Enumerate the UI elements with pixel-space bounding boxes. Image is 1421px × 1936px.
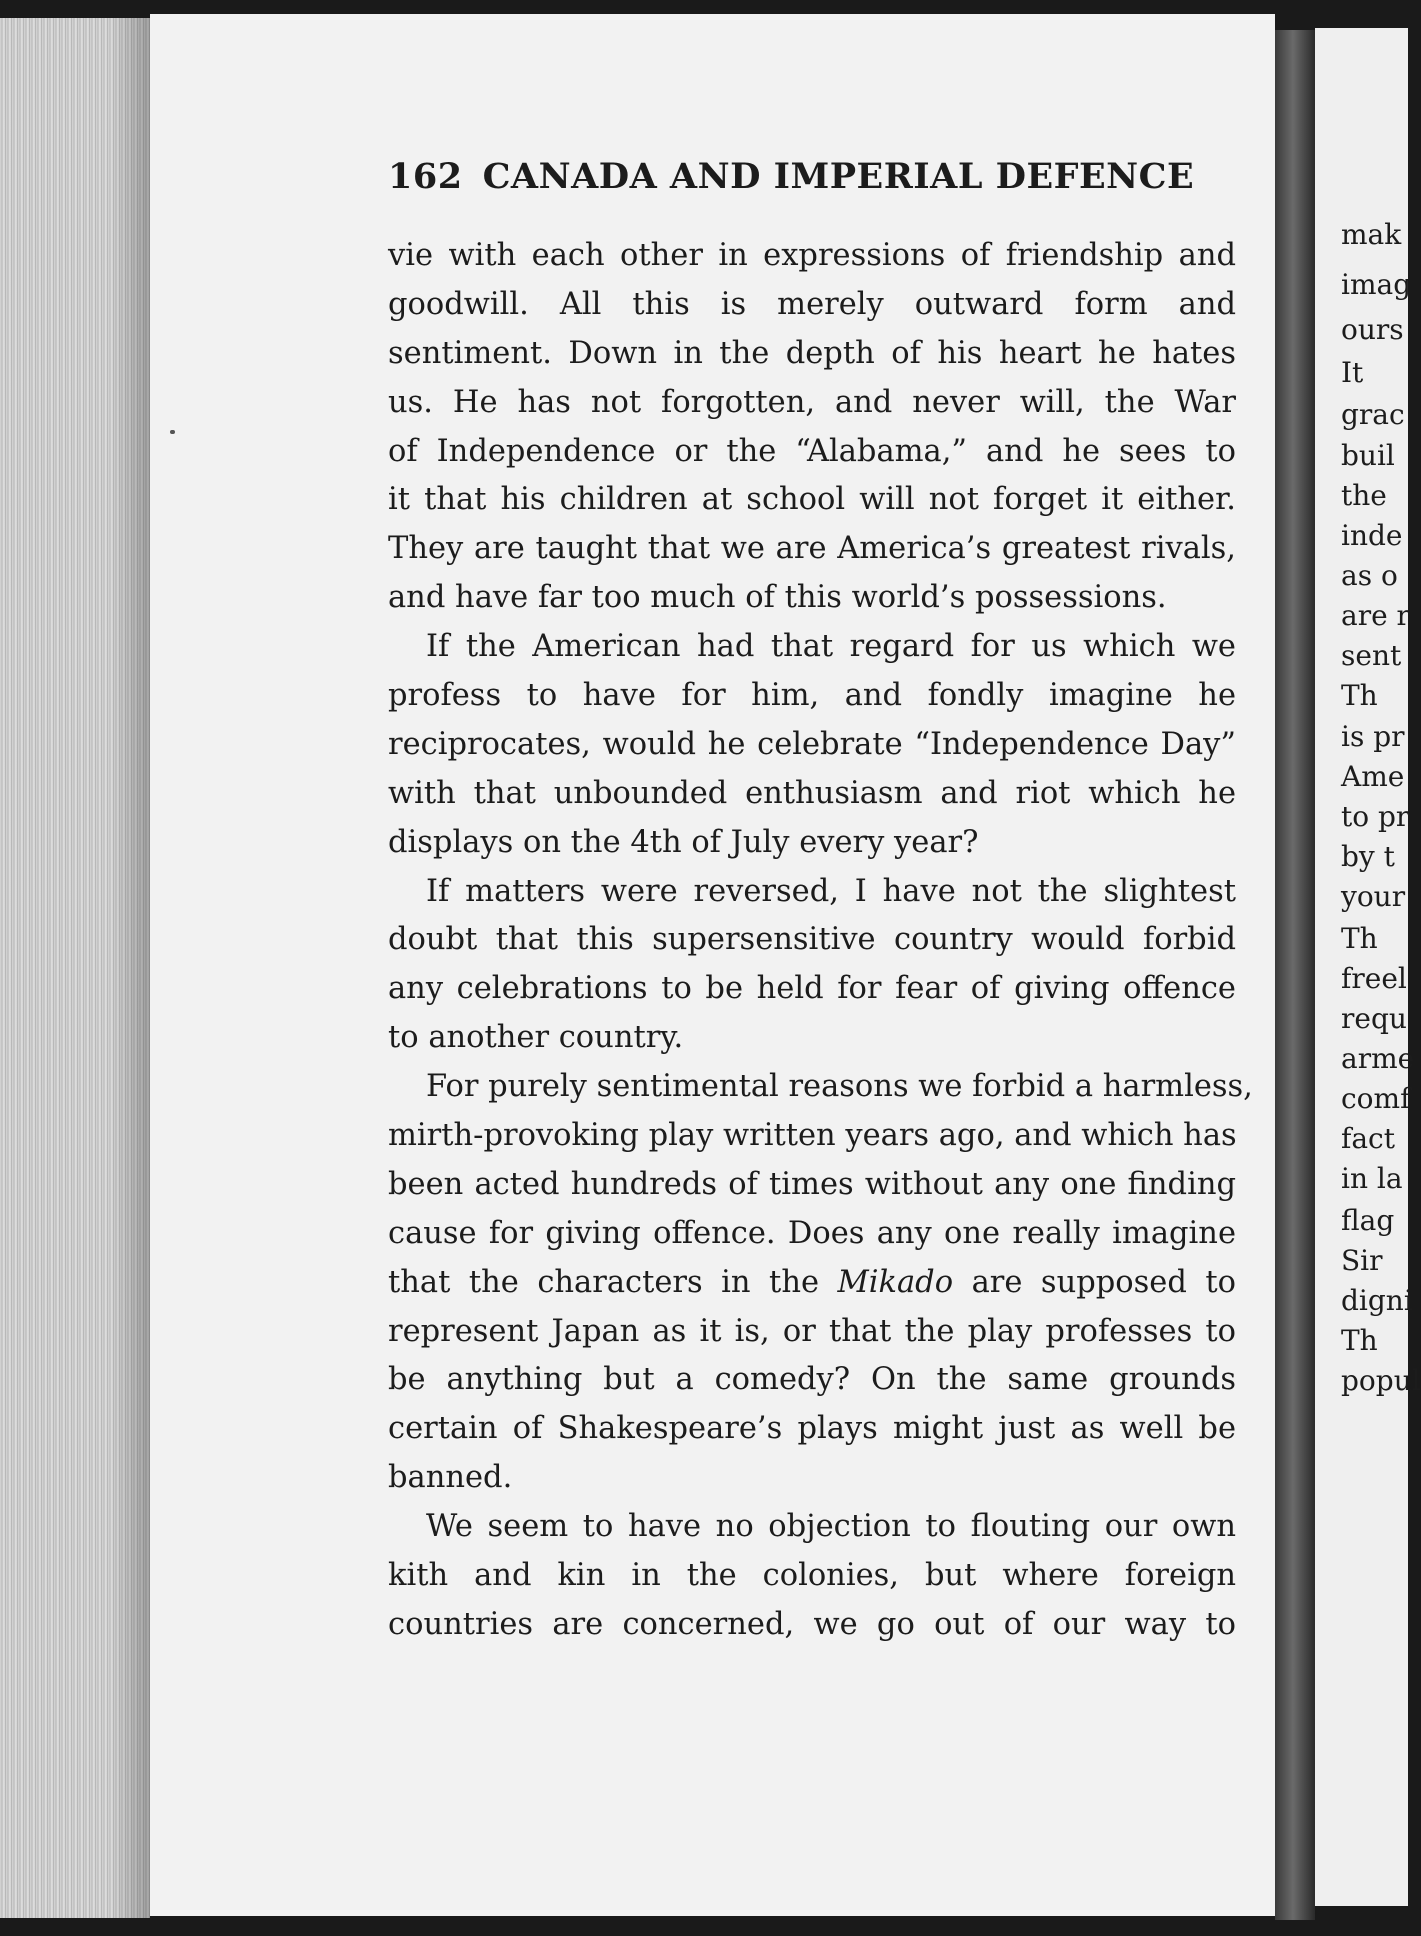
text-segment: cause for giving offence. Does any one really imagine <box>388 1215 1236 1251</box>
text-line <box>388 1210 1236 1259</box>
text-segment: represent Japan as it is, or that the play professes to <box>388 1313 1236 1349</box>
text-segment: mirth-provoking play written years ago, and which has <box>388 1118 1237 1154</box>
facing-page-line: are r <box>1341 599 1410 632</box>
facing-page-line: fact <box>1341 1122 1395 1155</box>
facing-page-line: grac <box>1341 398 1405 431</box>
italic-title: Mikado <box>837 1264 954 1300</box>
facing-page-line: inde <box>1341 519 1403 552</box>
page-number: 162 <box>388 156 463 197</box>
text-line <box>388 672 1236 721</box>
facing-page-line: imag <box>1341 268 1412 301</box>
text-line <box>388 1601 1236 1650</box>
text-line <box>388 1503 1236 1552</box>
facing-page-line: digni <box>1341 1284 1413 1317</box>
text-line <box>388 232 1236 281</box>
text-segment: We seem to have no objection to flouting our own <box>426 1509 1236 1545</box>
text-segment: countries are concerned, we go out of our way to <box>388 1606 1236 1642</box>
facing-page-line: your <box>1341 880 1406 913</box>
running-head <box>388 156 1238 197</box>
facing-page-line: flag <box>1341 1204 1395 1237</box>
text-segment: us. He has not forgotten, and never will, the War <box>388 384 1236 420</box>
facing-page-line: Ame <box>1341 760 1405 793</box>
text-line <box>388 1259 1236 1308</box>
text-line <box>388 428 1236 477</box>
facing-page-line: requ <box>1341 1002 1407 1035</box>
text-segment: it that his children at school will not forget it either. <box>388 482 1236 518</box>
text-line <box>388 1552 1236 1601</box>
text-line <box>388 1405 1236 1454</box>
facing-page-line: as o <box>1341 559 1398 592</box>
text-line <box>388 721 1236 770</box>
text-line <box>388 770 1236 819</box>
text-segment: kith and kin in the colonies, but where foreign <box>388 1558 1236 1594</box>
text-segment: with that unbounded enthusiasm and riot which he <box>388 775 1236 811</box>
text-segment: be anything but a comedy? On the same grounds <box>388 1362 1236 1398</box>
facing-page-line: Th <box>1341 1324 1378 1357</box>
text-line <box>388 330 1236 379</box>
text-segment: vie with each other in expressions of friendship and <box>388 238 1236 273</box>
facing-page-line: arme <box>1341 1042 1415 1075</box>
facing-page-line: freel <box>1341 962 1407 995</box>
facing-page-line: It <box>1341 356 1364 389</box>
facing-page-line: ours <box>1341 313 1404 346</box>
facing-page-line: the <box>1341 479 1387 512</box>
facing-page-line: by t <box>1341 840 1395 873</box>
text-line <box>388 379 1236 428</box>
text-segment: of Independence or the “Alabama,” and he sees to <box>388 433 1236 469</box>
text-segment: been acted hundreds of times without any one finding <box>388 1166 1236 1202</box>
text-line <box>388 1161 1236 1210</box>
facing-page-line: buil <box>1341 439 1395 472</box>
text-segment: any celebrations to be held for fear of giving offence <box>388 971 1236 1007</box>
text-segment: that the characters in the <box>388 1264 838 1300</box>
text-segment: banned. <box>388 1460 513 1496</box>
facing-page-line: is pr <box>1341 720 1405 753</box>
text-line <box>388 525 1236 574</box>
text-line <box>388 1356 1236 1405</box>
text-line <box>388 1308 1236 1357</box>
facing-page-line: Th <box>1341 679 1378 712</box>
text-segment: goodwill. All this is merely outward form and <box>388 286 1236 322</box>
text-segment: and have far too much of this world’s possessions. <box>388 580 1167 616</box>
text-line <box>388 965 1236 1014</box>
facing-page <box>1315 28 1421 1906</box>
text-line <box>388 281 1236 330</box>
facing-page-line: Th <box>1341 922 1378 955</box>
paper-speck <box>170 430 175 434</box>
text-segment: sentiment. Down in the depth of his heart he hates <box>388 335 1236 371</box>
text-segment: If matters were reversed, I have not the slightest <box>426 873 1236 909</box>
text-line <box>388 819 1236 868</box>
running-title: CANADA AND IMPERIAL DEFENCE <box>482 156 1195 197</box>
book-gutter <box>1275 30 1315 1920</box>
text-segment: are supposed to <box>953 1264 1237 1300</box>
facing-page-line: Sir <box>1341 1244 1383 1277</box>
text-segment: displays on the 4th of July every year? <box>388 824 979 860</box>
text-line <box>388 1454 1236 1503</box>
text-segment: certain of Shakespeare’s plays might just as well be <box>388 1411 1236 1447</box>
text-line <box>388 476 1236 525</box>
facing-page-line: to pr <box>1341 800 1410 833</box>
text-line <box>388 1063 1253 1112</box>
text-segment: profess to have for him, and fondly imagine he <box>388 678 1236 714</box>
facing-page-line: in la <box>1341 1162 1403 1195</box>
facing-page-line: popul <box>1341 1364 1421 1397</box>
text-line <box>388 916 1236 965</box>
text-line <box>388 623 1236 672</box>
text-segment: reciprocates, would he celebrate “Independence Day” <box>388 726 1236 762</box>
text-segment: to another country. <box>388 1020 684 1056</box>
body-text <box>388 232 1253 1650</box>
text-segment: They are taught that we are America’s greatest rivals, <box>388 531 1236 567</box>
text-line <box>388 574 1236 623</box>
facing-page-line: mak <box>1341 218 1402 251</box>
text-line <box>388 868 1236 917</box>
facing-page-line: comf <box>1341 1082 1411 1115</box>
text-segment: For purely sentimental reasons we forbid a harmless, <box>426 1069 1253 1105</box>
text-line <box>388 1112 1236 1161</box>
facing-page-line: sent <box>1341 639 1402 672</box>
text-segment: doubt that this supersensitive country would forbid <box>388 922 1236 958</box>
text-segment: If the American had that regard for us which we <box>426 629 1236 665</box>
text-line <box>388 1014 1236 1063</box>
page-edges <box>0 18 150 1918</box>
